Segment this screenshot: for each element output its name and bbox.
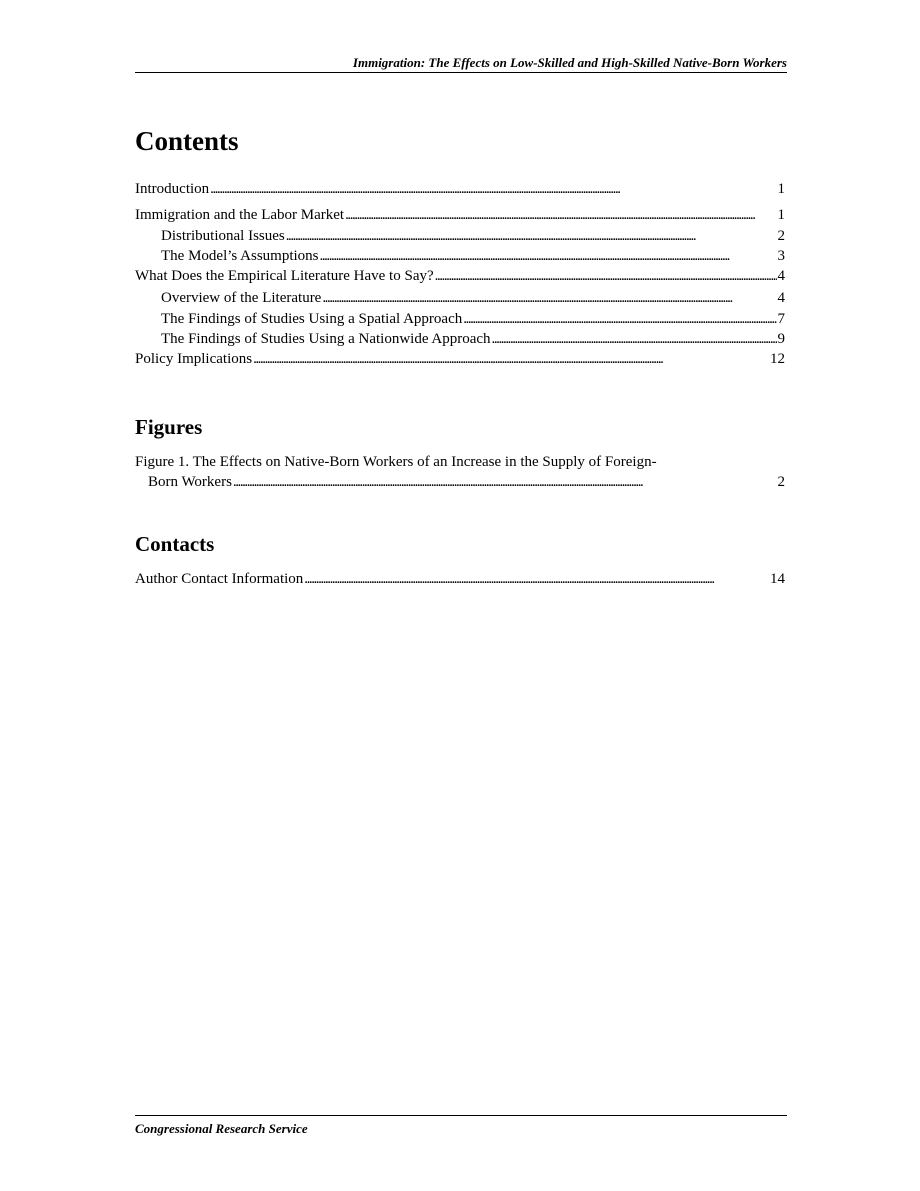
toc-leader [233, 472, 777, 492]
toc-entry-page: 4 [777, 268, 785, 285]
toc-entry-introduction[interactable] [135, 179, 785, 199]
toc-entry-title: Author Contact Information [135, 571, 304, 588]
running-header: Immigration: The Effects on Low-Skilled and High-Skilled Native-Born Workers [135, 54, 787, 73]
toc-entry-page: 14 [770, 571, 785, 588]
toc-leader [345, 205, 776, 225]
contacts-heading: Contacts [135, 532, 215, 557]
toc-leader [463, 309, 776, 329]
toc-entry-title: Introduction [135, 181, 210, 197]
toc-entry-title: The Model’s Assumptions [161, 247, 319, 264]
toc-entry-title-line2: Born Workers [148, 473, 232, 490]
toc-entry-title: Policy Implications [135, 351, 253, 368]
toc-entry-page: 2 [777, 227, 785, 244]
toc-leader [320, 246, 777, 266]
toc-entry-page: 1 [777, 181, 785, 197]
toc-entry-page: 7 [777, 310, 785, 327]
toc-entry-immigration-labor-market[interactable] [135, 205, 785, 225]
toc-entry-page: 4 [777, 290, 785, 307]
toc-entry-page: 12 [770, 351, 785, 368]
toc-entry-title: Immigration and the Labor Market [135, 207, 345, 224]
toc-leader [304, 569, 769, 589]
toc-entry-page: 1 [777, 207, 785, 224]
toc-leader [492, 329, 777, 349]
toc-entry-page: 3 [777, 247, 785, 264]
toc-entry-figure-1[interactable] [135, 452, 785, 493]
toc-leader [435, 266, 777, 286]
table-of-contents [135, 124, 785, 590]
toc-entry-model-assumptions[interactable] [135, 246, 785, 266]
toc-leader [210, 179, 776, 199]
toc-entry-empirical-literature[interactable] [135, 266, 785, 286]
toc-entry-title: Overview of the Literature [161, 290, 322, 307]
toc-entry-title: The Findings of Studies Using a Nationwide Approach [161, 331, 491, 348]
contents-heading: Contents [135, 126, 239, 156]
toc-entry-page: 9 [777, 331, 785, 348]
toc-entry-author-contact[interactable] [135, 569, 785, 589]
toc-entry-nationwide-approach[interactable] [135, 329, 785, 349]
toc-entry-title: The Findings of Studies Using a Spatial Approach [161, 310, 463, 327]
toc-entry-overview-literature[interactable] [135, 288, 785, 308]
toc-entry-title-line1: Figure 1. The Effects on Native-Born Workers of an Increase in the Supply of Foreign- [135, 453, 657, 470]
toc-entry-page: 2 [777, 473, 785, 490]
toc-entry-policy-implications[interactable] [135, 349, 785, 369]
page-footer: Congressional Research Service [135, 1115, 787, 1138]
toc-leader [322, 288, 776, 308]
toc-entry-spatial-approach[interactable] [135, 309, 785, 329]
toc-entry-title: What Does the Empirical Literature Have to Say? [135, 268, 434, 285]
toc-leader [286, 226, 777, 246]
figures-heading: Figures [135, 414, 203, 439]
toc-leader [253, 349, 769, 369]
toc-entry-distributional-issues[interactable] [135, 226, 785, 246]
toc-entry-title: Distributional Issues [161, 227, 285, 244]
